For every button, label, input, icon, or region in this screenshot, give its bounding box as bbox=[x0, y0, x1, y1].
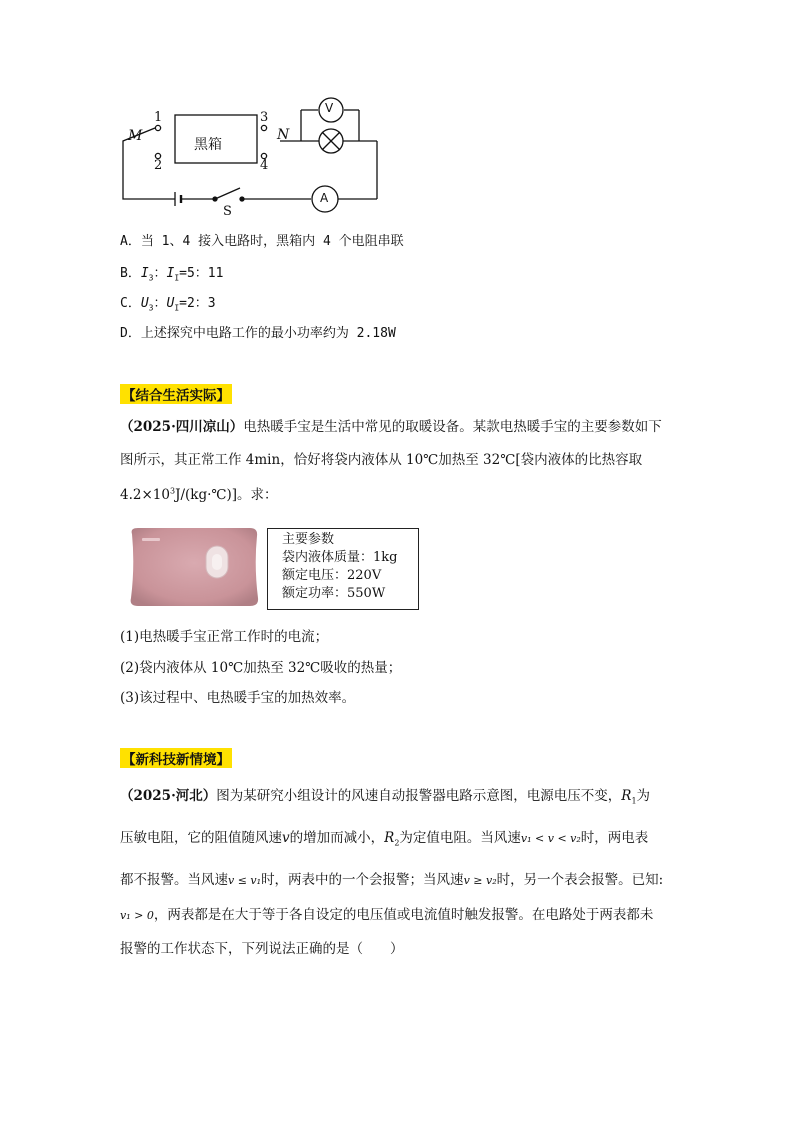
question-3: (3)该过程中、电热暖手宝的加热效率。 bbox=[120, 690, 356, 706]
section1-line1: （2025·四川凉山）电热暖手宝是生活中常见的取暖设备。某款电热暖手宝的主要参数如下 bbox=[120, 419, 662, 435]
option-d: D．上述探究中电路工作的最小功率约为 2.18W bbox=[120, 326, 396, 341]
section-tag-tech: 【新科技新情境】 bbox=[120, 748, 232, 768]
terminal-3 bbox=[261, 125, 266, 130]
terminal-3-label: 3 bbox=[260, 110, 269, 125]
section1-line3: $4.2\times 10^3J/(kg\cdot℃)$]。求： bbox=[120, 486, 278, 503]
spec-mass: 袋内液体质量：1kg bbox=[282, 550, 398, 565]
section-tag-life: 【结合生活实际】 bbox=[120, 384, 232, 404]
spec-voltage: 额定电压：220V bbox=[282, 568, 382, 583]
label-n: N bbox=[277, 127, 290, 143]
terminal-2-label: 2 bbox=[154, 158, 163, 173]
label-m: M bbox=[128, 128, 143, 144]
option-c: C．$U_3$：$U_I=2$：3 bbox=[120, 296, 216, 313]
question-2: (2)袋内液体从 10℃加热至 32℃吸收的热量； bbox=[120, 660, 402, 676]
option-a: A．当 1、4 接入电路时，黑箱内 4 个电阻串联 bbox=[120, 234, 404, 249]
voltmeter-label: V bbox=[325, 101, 334, 115]
section2-line5: 报警的工作状态下，下列说法正确的是（ ） bbox=[120, 941, 404, 957]
section2-line1: （2025·河北）图为某研究小组设计的风速自动报警器电路示意图，电源电压不变，$R_1$为 bbox=[120, 788, 651, 806]
section2-line4: v₁ > 0，两表都是在大于等于各自设定的电压值或电流值时触发报警。在电路处于两表都未 bbox=[120, 907, 654, 923]
section1-line2: 图所示，其正常工作 4min，恰好将袋内液体从 10℃加热至 32℃[袋内液体的比热容取 bbox=[120, 452, 643, 468]
option-b: B．$I_3$：$I_I=5$：11 bbox=[120, 266, 224, 283]
hand-warmer-image bbox=[124, 524, 264, 608]
ammeter-label: A bbox=[320, 191, 329, 205]
spec-power: 额定功率：550W bbox=[282, 586, 386, 601]
terminal-1 bbox=[155, 125, 160, 130]
switch-label: S bbox=[223, 204, 232, 219]
section2-line2: 压敏电阻，它的阻值随风速v的增加而减小，$R_2$为定值电阻。当风速v₁ < v < v₂时，两电表 bbox=[120, 830, 649, 848]
spec-title: 主要参数 bbox=[282, 532, 335, 547]
terminal-1-label: 1 bbox=[154, 110, 163, 125]
spec-table bbox=[267, 528, 419, 610]
question-1: (1)电热暖手宝正常工作时的电流； bbox=[120, 629, 329, 645]
section2-line3: 都不报警。当风速v ≤ v₁时，两表中的一个会报警；当风速v ≥ v₂时，另一个表会报警。已知: bbox=[120, 872, 664, 888]
blackbox-label: 黑箱 bbox=[194, 137, 222, 153]
terminal-4-label: 4 bbox=[260, 158, 269, 173]
